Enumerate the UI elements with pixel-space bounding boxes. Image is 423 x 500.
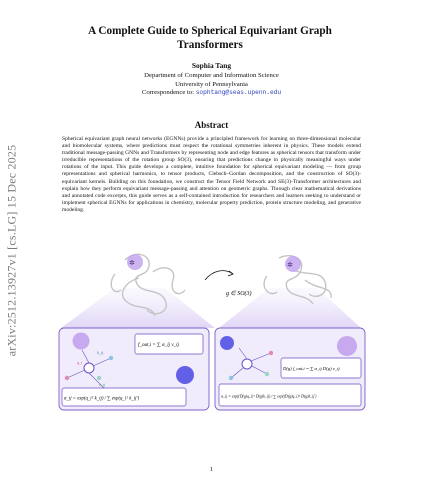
neighbor-node-left-2 xyxy=(109,356,113,360)
overview-figure xyxy=(55,250,367,412)
neighbor-node-left-3 xyxy=(97,376,101,380)
center-node-left xyxy=(84,363,94,373)
neighbor-node-right-3 xyxy=(265,372,269,376)
node-label-key: k_ij xyxy=(97,350,103,355)
eq-alpha-right: α_ij = exp((D(g)q_i)ᵀ D(g)k_ij) / ∑ exp((D(g)q_i)ᵀ D(g)k_ij′) xyxy=(221,394,317,399)
page-number: 1 xyxy=(209,466,214,473)
node-label-value: v_ij xyxy=(99,382,105,387)
email-link[interactable]: sophtang@seas.upenn.edu xyxy=(195,89,282,97)
node-label-query: q_i xyxy=(77,360,83,365)
eq-sum-right: D(g) f_out,i = ∑ α_ij D(g) v_ij xyxy=(283,366,340,371)
arxiv-margin-stamp xyxy=(2,120,22,380)
node-blue-right xyxy=(220,336,234,350)
paper-title: A Complete Guide to Spherical Equivariant Graph Transformers xyxy=(88,25,332,51)
ligand-icon-right: ✲ xyxy=(287,261,293,269)
arxiv-id: arXiv:2512.13927v1 [cs.LG] 15 Dec 2025 xyxy=(4,144,19,356)
rotation-label: g ∈ SO(3) xyxy=(226,291,252,297)
abstract-heading: Abstract xyxy=(194,120,229,130)
ligand-icon-left: ✲ xyxy=(129,259,135,267)
left-zoom-cone xyxy=(61,288,215,328)
author-name: Sophia Tang xyxy=(191,61,232,70)
node-large-purple-left xyxy=(73,333,90,350)
abstract-text: Spherical equivariant graph neural networks (EGNNs) provide a principled framework for learning on three-dimensional molecular and biomolecular systems, where predictions must respect the rotational symmetries inherent in physics. These models extend traditional message-passing GNNs and Transformers by representing node and edge features as spherical tensors that transform under irreducible representations of the rotation group SO(3), ensuring that predictions change in physically meaningful ways under rotations of the input. This guide develops a complete, intuitive foundation for spherical equivariant modeling — from group representations and spherical harmonics, to tensor products, Clebsch–Gordan decomposition, and the construction of SO(3)-equivariant kernels. Building on this foundation, we construct the Tensor Field Network and SE(3)-Transformer architectures and explain how they perform equivariant message-passing and attention on geometric graphs. Through clear mathematical derivations and annotated code excerpts, this guide serves as a self-contained introduction for researchers and learners seeking to understand or implement spherical EGNNs for applications in chemistry, molecular property prediction, protein structure modeling, and generative modeling. xyxy=(62,136,361,213)
affiliation-department: Department of Computer and Information Science xyxy=(144,72,279,79)
eq-alpha-left: α_ij = exp(q_iᵀ k_ij) / ∑ exp(q_iᵀ k_ij′) xyxy=(64,396,140,402)
affiliation-university: University of Pennsylvania xyxy=(175,80,248,88)
correspondence-label: Correspondence to: xyxy=(141,89,195,97)
neighbor-node-right-2 xyxy=(229,376,233,380)
eq-sum-left: f_out,i = ∑ α_ij v_ij xyxy=(138,342,180,348)
neighbor-node-left-1 xyxy=(65,376,69,380)
center-node-right xyxy=(242,359,252,369)
node-blue-left xyxy=(176,366,194,384)
correspondence-line xyxy=(0,89,423,98)
neighbor-node-right-1 xyxy=(269,351,273,355)
node-large-purple-right xyxy=(337,336,357,356)
